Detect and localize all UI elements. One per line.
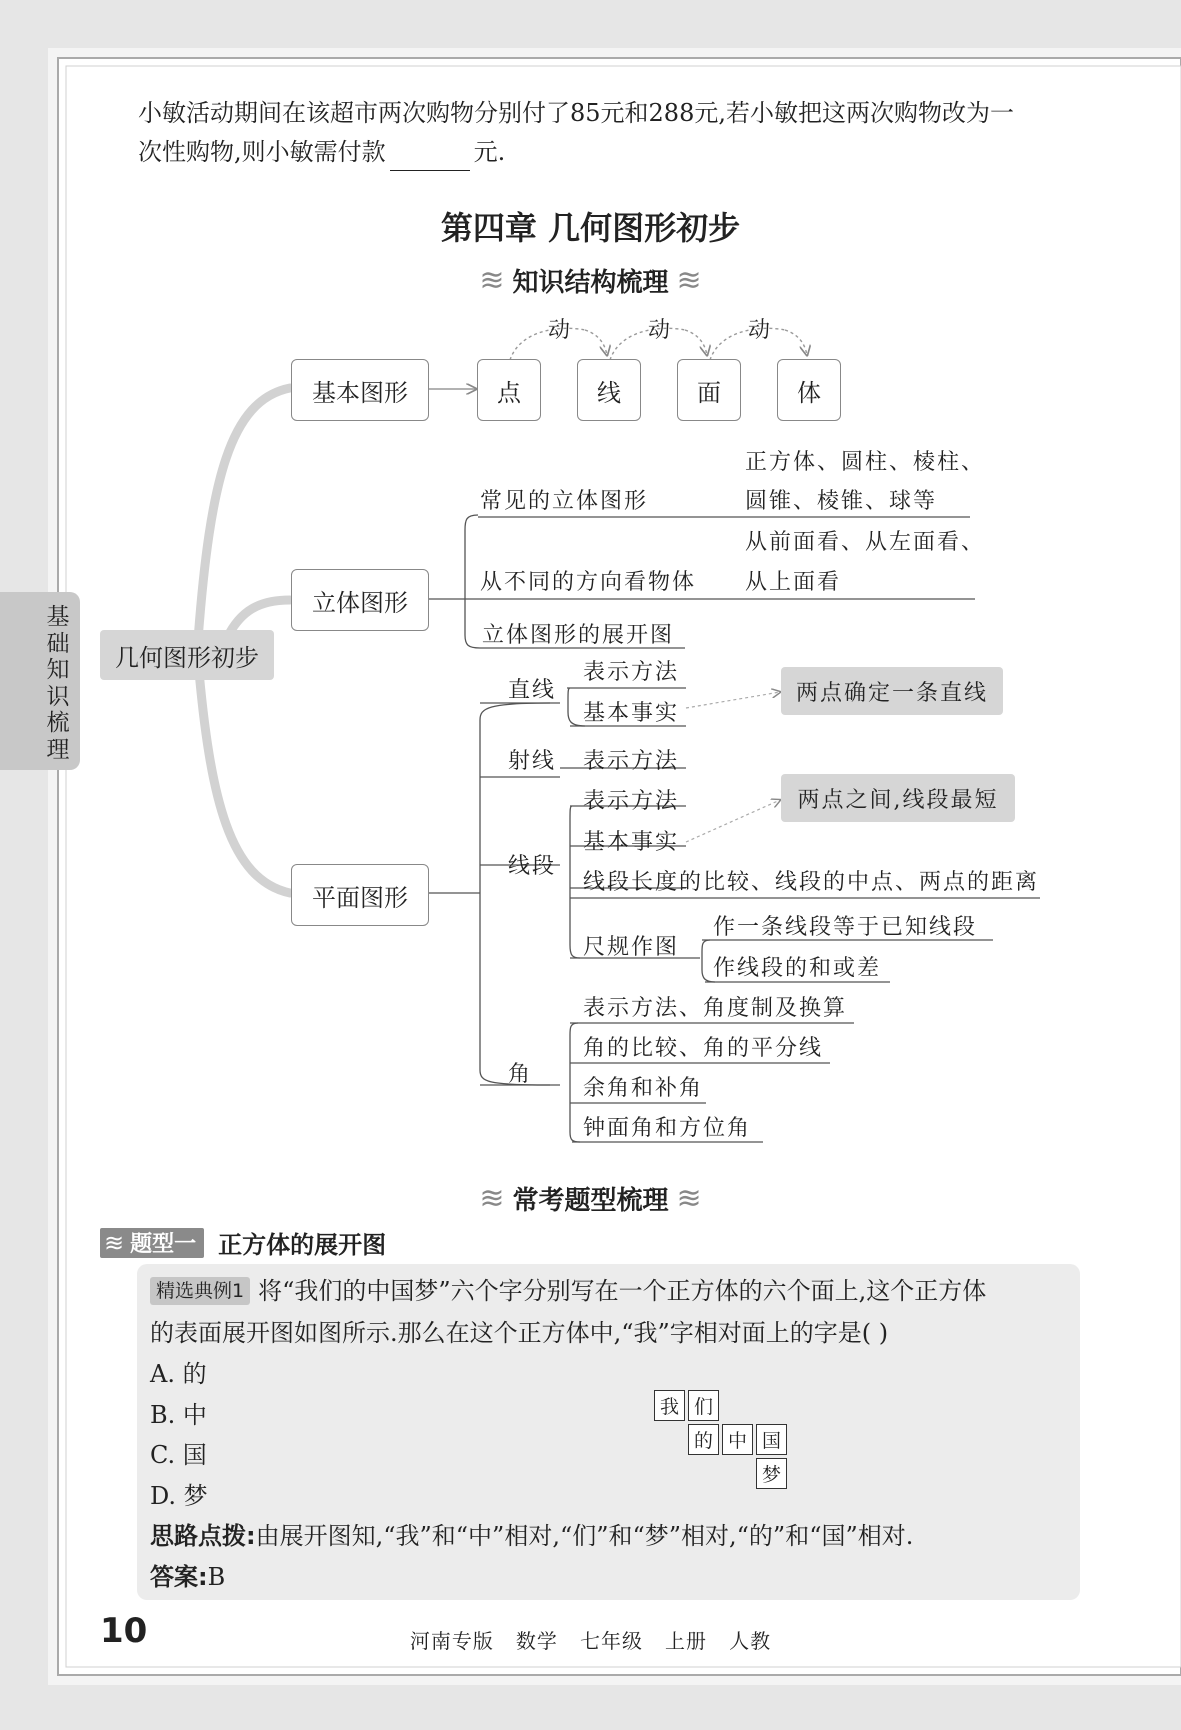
node-solid-shapes bbox=[291, 569, 429, 631]
option-d: D. 梦 bbox=[150, 1482, 208, 1510]
solid-views-ex1: 从前面看、从左面看、 bbox=[745, 530, 986, 555]
note-text: 两点确定一条直线 bbox=[795, 680, 988, 706]
motion-label: 动 bbox=[648, 318, 673, 343]
intro-unit: 元. bbox=[473, 138, 506, 166]
chapter-title: 第四章 几何图形初步 bbox=[440, 209, 741, 247]
angle-3: 余角和补角 bbox=[583, 1076, 704, 1101]
example-text: 将“我们的中国梦”六个字分别写在一个正方体的六个面上,这个正方体 bbox=[258, 1277, 987, 1305]
motion-label: 动 bbox=[748, 318, 773, 343]
seg-construct: 尺规作图 bbox=[583, 935, 680, 960]
side-tab-char: 知 bbox=[46, 657, 70, 683]
wave-icon: ≋ bbox=[479, 263, 505, 298]
wave-icon: ≋ bbox=[676, 1181, 702, 1216]
answer-value: B bbox=[207, 1563, 226, 1591]
solid-common-ex1: 正方体、圆柱、棱柱、 bbox=[745, 450, 986, 475]
node-label: 线 bbox=[597, 378, 621, 407]
node-label: 立体图形 bbox=[312, 588, 408, 617]
node-label: 面 bbox=[697, 378, 721, 407]
section-title: 知识结构梳理 bbox=[512, 268, 669, 298]
page-number: 10 bbox=[100, 1611, 148, 1651]
solid-common: 常见的立体图形 bbox=[480, 489, 649, 514]
line-fact: 基本事实 bbox=[583, 701, 680, 726]
example-line-2: 的表面展开图如图所示.那么在这个正方体中,“我”字相对面上的字是( ) bbox=[150, 1319, 889, 1347]
angle-1: 表示方法、角度制及换算 bbox=[583, 996, 848, 1021]
hint-label: 思路点拨: bbox=[150, 1522, 256, 1550]
wave-icon: ≋ bbox=[479, 1181, 505, 1216]
node-line bbox=[577, 359, 641, 421]
plane-segment: 线段 bbox=[508, 854, 557, 879]
option-a: A. 的 bbox=[150, 1360, 207, 1388]
net-cell: 国 bbox=[756, 1424, 787, 1455]
type-heading bbox=[100, 1225, 386, 1260]
seg-construct-2: 作线段的和或差 bbox=[713, 956, 882, 981]
seg-fact-note bbox=[781, 774, 1015, 822]
plane-ray: 射线 bbox=[508, 749, 557, 774]
node-label: 平面图形 bbox=[312, 883, 408, 912]
wave-icon: ≋ bbox=[104, 1228, 125, 1257]
line-fact-note bbox=[781, 667, 1003, 715]
node-label: 基本图形 bbox=[312, 378, 408, 407]
ray-rep: 表示方法 bbox=[583, 749, 680, 774]
solid-views-ex2: 从上面看 bbox=[745, 570, 842, 595]
plane-angle: 角 bbox=[508, 1062, 533, 1087]
type-badge-label: 题型一 bbox=[130, 1232, 197, 1257]
node-solid bbox=[777, 359, 841, 421]
example-line-1 bbox=[150, 1272, 986, 1310]
side-tab-char: 基 bbox=[46, 604, 70, 630]
motion-label: 动 bbox=[548, 318, 573, 343]
answer-line bbox=[150, 1558, 225, 1596]
side-tab-char: 理 bbox=[46, 736, 70, 763]
mindmap-root bbox=[100, 630, 274, 680]
seg-rep: 表示方法 bbox=[583, 789, 680, 814]
angle-4: 钟面角和方位角 bbox=[583, 1116, 752, 1141]
type-title: 正方体的展开图 bbox=[218, 1231, 387, 1259]
node-label: 点 bbox=[497, 378, 521, 407]
section-heading-2 bbox=[0, 1180, 1181, 1217]
net-cell: 的 bbox=[688, 1424, 719, 1455]
note-text: 两点之间,线段最短 bbox=[797, 787, 999, 813]
seg-construct-1: 作一条线段等于已知线段 bbox=[713, 915, 978, 940]
section-title: 常考题型梳理 bbox=[512, 1186, 669, 1216]
plane-line: 直线 bbox=[508, 678, 557, 703]
type-badge bbox=[100, 1228, 204, 1258]
net-cell: 我 bbox=[654, 1390, 685, 1421]
side-tab-char: 础 bbox=[46, 630, 70, 657]
solid-views: 从不同的方向看物体 bbox=[480, 570, 697, 595]
wave-icon: ≋ bbox=[676, 263, 702, 298]
node-surface bbox=[677, 359, 741, 421]
solid-common-ex2: 圆锥、棱锥、球等 bbox=[745, 489, 938, 514]
net-cell: 梦 bbox=[756, 1458, 787, 1489]
seg-fact: 基本事实 bbox=[583, 830, 680, 855]
option-c: C. 国 bbox=[150, 1441, 207, 1469]
node-basic-shapes bbox=[291, 359, 429, 421]
hint-text: 由展开图知,“我”和“中”相对,“们”和“梦”相对,“的”和“国”相对. bbox=[255, 1522, 914, 1550]
intro-text: 次性购物,则小敏需付款 bbox=[138, 138, 386, 166]
side-tab-char: 识 bbox=[46, 683, 70, 710]
line-rep: 表示方法 bbox=[583, 660, 680, 685]
net-cell: 们 bbox=[688, 1390, 719, 1421]
node-label: 体 bbox=[797, 378, 821, 407]
seg-compare: 线段长度的比较、线段的中点、两点的距离 bbox=[583, 870, 1040, 895]
example-badge: 精选典例1 bbox=[150, 1277, 250, 1305]
hint-line bbox=[150, 1517, 913, 1555]
angle-2: 角的比较、角的平分线 bbox=[583, 1036, 824, 1061]
intro-line-1: 小敏活动期间在该超市两次购物分别付了85元和288元,若小敏把这两次购物改为一 bbox=[138, 99, 1014, 127]
answer-label: 答案: bbox=[150, 1563, 208, 1591]
node-plane-shapes bbox=[291, 864, 429, 926]
root-label: 几何图形初步 bbox=[115, 643, 259, 672]
option-b: B. 中 bbox=[150, 1401, 207, 1429]
side-tab-char: 梳 bbox=[46, 710, 70, 736]
solid-net: 立体图形的展开图 bbox=[482, 623, 675, 648]
net-cell: 中 bbox=[722, 1424, 753, 1455]
footer-info: 河南专版 数学 七年级 上册 人教 bbox=[409, 1629, 772, 1653]
node-point bbox=[477, 359, 541, 421]
